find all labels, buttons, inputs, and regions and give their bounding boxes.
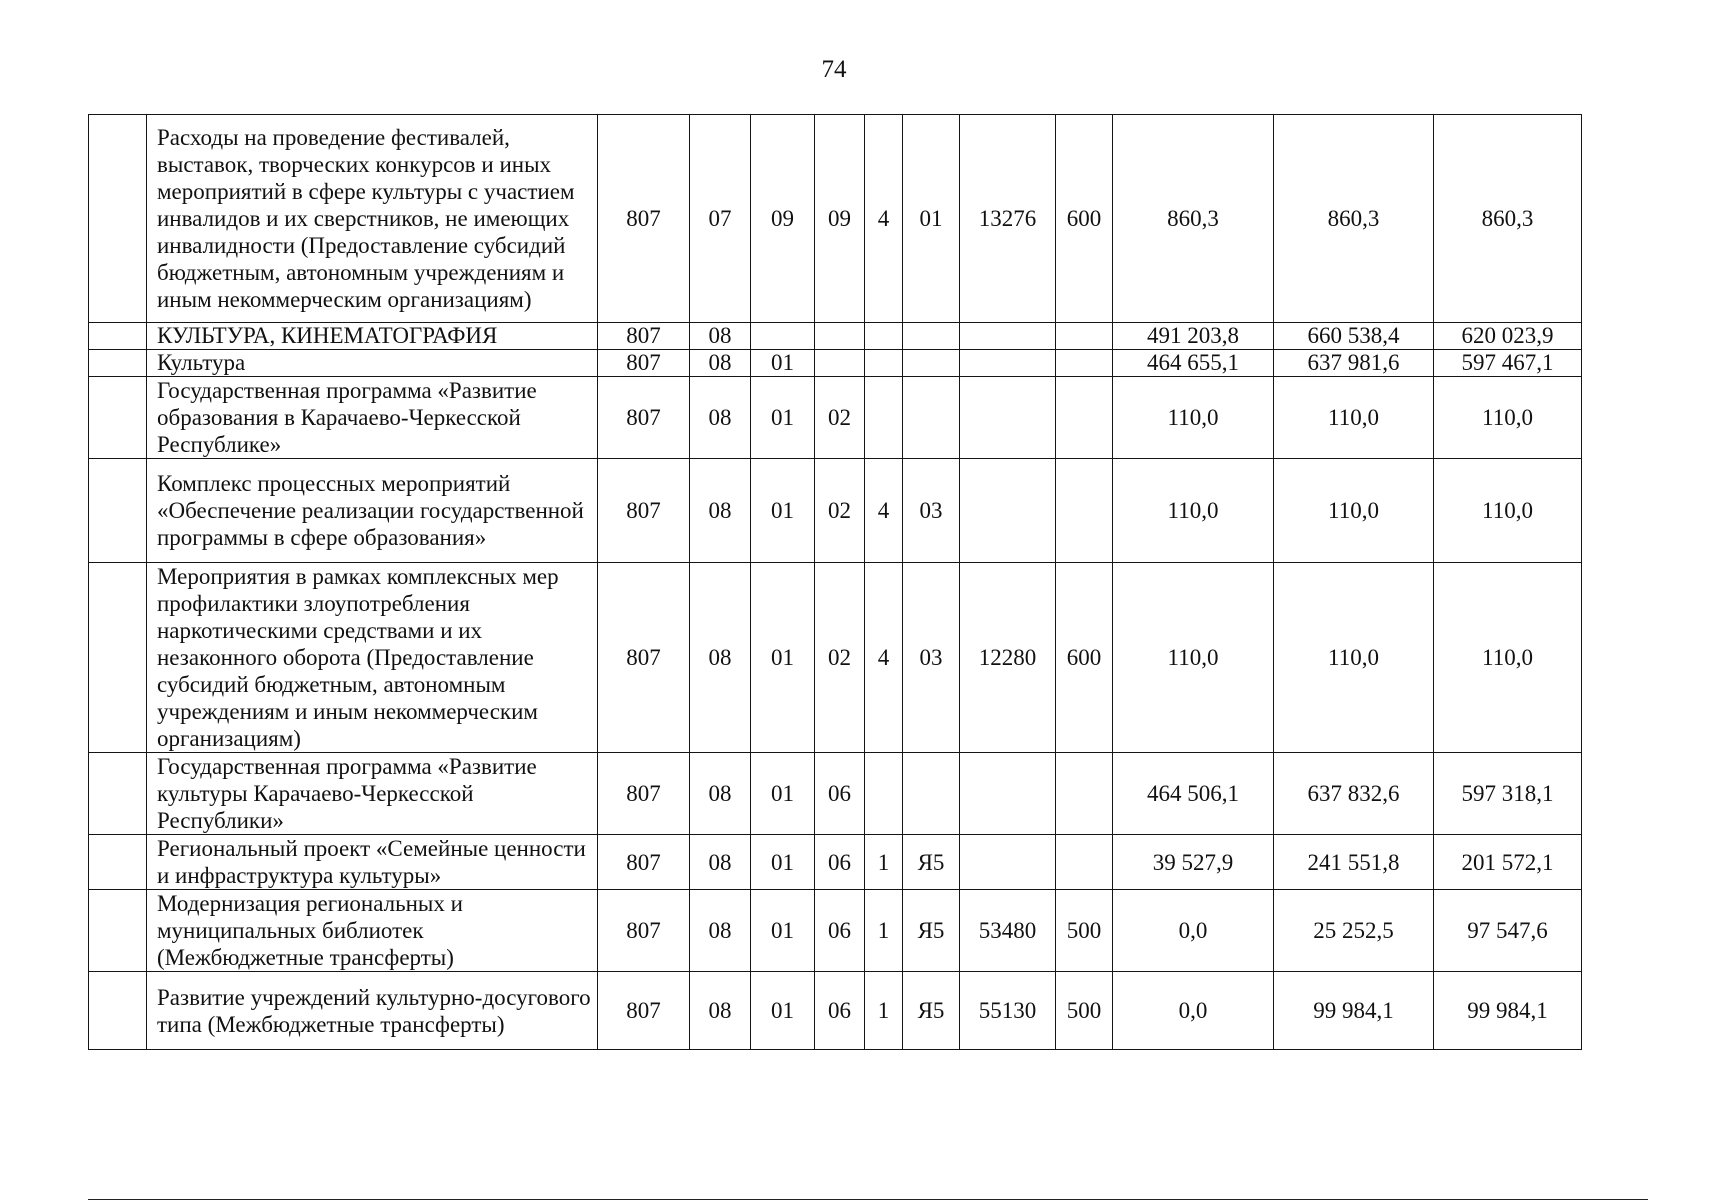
ministry-code-cell: 807 [598, 753, 690, 835]
table-row [89, 323, 1582, 350]
year1-amount-cell: 464 506,1 [1113, 753, 1274, 835]
year1-amount-cell: 110,0 [1113, 377, 1274, 459]
table-row [89, 563, 1582, 753]
year3-amount-cell: 110,0 [1434, 459, 1582, 563]
ministry-code-cell: 807 [598, 350, 690, 377]
expense-direction-cell: 53480 [960, 890, 1056, 972]
expense-direction-cell [960, 753, 1056, 835]
structure-element-cell [903, 753, 960, 835]
year2-amount-cell: 241 551,8 [1274, 835, 1434, 890]
subsection-code-cell: 01 [751, 972, 815, 1050]
structure-element-cell: 03 [903, 459, 960, 563]
year1-amount-cell: 0,0 [1113, 972, 1274, 1050]
table-row [89, 890, 1582, 972]
subsection-code-cell: 01 [751, 563, 815, 753]
subsection-code-cell: 01 [751, 350, 815, 377]
section-code-cell: 08 [690, 563, 751, 753]
year1-amount-cell: 491 203,8 [1113, 323, 1274, 350]
program-code-cell: 06 [815, 835, 865, 890]
subsection-code-cell [751, 323, 815, 350]
subsection-code-cell: 09 [751, 115, 815, 323]
subsection-code-cell: 01 [751, 377, 815, 459]
table-row [89, 753, 1582, 835]
year3-amount-cell: 597 318,1 [1434, 753, 1582, 835]
expense-type-cell: 500 [1056, 972, 1113, 1050]
ministry-code-cell: 807 [598, 377, 690, 459]
structure-type-cell: 1 [865, 972, 903, 1050]
year2-amount-cell: 637 832,6 [1274, 753, 1434, 835]
expense-direction-cell [960, 323, 1056, 350]
program-code-cell: 06 [815, 890, 865, 972]
structure-element-cell [903, 323, 960, 350]
year2-amount-cell: 110,0 [1274, 563, 1434, 753]
row-name-cell: КУЛЬТУРА, КИНЕМАТОГРАФИЯ [147, 323, 598, 350]
table-row [89, 835, 1582, 890]
structure-type-cell: 4 [865, 563, 903, 753]
ministry-code-cell: 807 [598, 835, 690, 890]
year1-amount-cell: 39 527,9 [1113, 835, 1274, 890]
structure-type-cell [865, 323, 903, 350]
expense-type-cell: 600 [1056, 563, 1113, 753]
structure-element-cell: Я5 [903, 972, 960, 1050]
section-code-cell: 08 [690, 350, 751, 377]
row-number-cell [89, 377, 147, 459]
row-name-cell: Развитие учреждений культурно-досугового типа (Межбюджетные трансферты) [147, 972, 598, 1050]
structure-element-cell [903, 350, 960, 377]
row-name-cell: Расходы на проведение фестивалей, выставок, творческих конкурсов и иных мероприятий в сфере культуры с участием инвалидов и их сверстников, не имеющих инвалидности (Предоставление субсидий бюджетным, автономным учреждениям и иным некоммерческим организациям) [147, 115, 598, 323]
expense-type-cell [1056, 377, 1113, 459]
row-number-cell [89, 972, 147, 1050]
section-code-cell: 08 [690, 377, 751, 459]
ministry-code-cell: 807 [598, 890, 690, 972]
row-name-cell: Мероприятия в рамках комплексных мер профилактики злоупотребления наркотическими средствами и их незаконного оборота (Предоставление субсидий бюджетным, автономным учреждениям и иным некоммерческим организациям) [147, 563, 598, 753]
ministry-code-cell: 807 [598, 115, 690, 323]
expense-direction-cell [960, 377, 1056, 459]
ministry-code-cell: 807 [598, 459, 690, 563]
subsection-code-cell: 01 [751, 835, 815, 890]
row-name-cell: Культура [147, 350, 598, 377]
year1-amount-cell: 0,0 [1113, 890, 1274, 972]
expense-type-cell [1056, 350, 1113, 377]
expense-type-cell [1056, 459, 1113, 563]
program-code-cell: 02 [815, 377, 865, 459]
expense-direction-cell: 55130 [960, 972, 1056, 1050]
structure-type-cell: 4 [865, 459, 903, 563]
expense-type-cell: 600 [1056, 115, 1113, 323]
program-code-cell: 06 [815, 972, 865, 1050]
structure-type-cell: 1 [865, 890, 903, 972]
expense-type-cell [1056, 323, 1113, 350]
year2-amount-cell: 637 981,6 [1274, 350, 1434, 377]
section-code-cell: 08 [690, 459, 751, 563]
expense-type-cell [1056, 753, 1113, 835]
year3-amount-cell: 860,3 [1434, 115, 1582, 323]
expense-direction-cell [960, 350, 1056, 377]
program-code-cell: 06 [815, 753, 865, 835]
section-code-cell: 08 [690, 890, 751, 972]
structure-type-cell [865, 753, 903, 835]
row-number-cell [89, 753, 147, 835]
row-name-cell: Государственная программа «Развитие культуры Карачаево-Черкесской Республики» [147, 753, 598, 835]
year3-amount-cell: 97 547,6 [1434, 890, 1582, 972]
row-name-cell: Региональный проект «Семейные ценности и инфраструктура культуры» [147, 835, 598, 890]
expense-direction-cell [960, 459, 1056, 563]
year3-amount-cell: 201 572,1 [1434, 835, 1582, 890]
row-number-cell [89, 459, 147, 563]
row-number-cell [89, 323, 147, 350]
program-code-cell [815, 350, 865, 377]
ministry-code-cell: 807 [598, 563, 690, 753]
subsection-code-cell: 01 [751, 890, 815, 972]
year3-amount-cell: 620 023,9 [1434, 323, 1582, 350]
row-number-cell [89, 563, 147, 753]
structure-type-cell: 4 [865, 115, 903, 323]
expense-type-cell: 500 [1056, 890, 1113, 972]
subsection-code-cell: 01 [751, 753, 815, 835]
table-row [89, 350, 1582, 377]
ministry-code-cell: 807 [598, 972, 690, 1050]
section-code-cell: 08 [690, 753, 751, 835]
program-code-cell: 09 [815, 115, 865, 323]
row-number-cell [89, 350, 147, 377]
program-code-cell [815, 323, 865, 350]
row-number-cell [89, 890, 147, 972]
expense-direction-cell [960, 835, 1056, 890]
expense-type-cell [1056, 835, 1113, 890]
row-number-cell [89, 115, 147, 323]
table-row [89, 972, 1582, 1050]
program-code-cell: 02 [815, 459, 865, 563]
year1-amount-cell: 110,0 [1113, 459, 1274, 563]
year2-amount-cell: 110,0 [1274, 377, 1434, 459]
page-number: 74 [821, 56, 847, 83]
structure-element-cell: Я5 [903, 890, 960, 972]
table-row [89, 377, 1582, 459]
year3-amount-cell: 110,0 [1434, 377, 1582, 459]
program-code-cell: 02 [815, 563, 865, 753]
table-body [89, 115, 1582, 1050]
year3-amount-cell: 99 984,1 [1434, 972, 1582, 1050]
section-code-cell: 08 [690, 972, 751, 1050]
structure-element-cell: 03 [903, 563, 960, 753]
section-code-cell: 07 [690, 115, 751, 323]
structure-type-cell [865, 377, 903, 459]
row-name-cell: Модернизация региональных и муниципальных библиотек (Межбюджетные трансферты) [147, 890, 598, 972]
row-name-cell: Комплекс процессных мероприятий «Обеспечение реализации государственной программы в сфере образования» [147, 459, 598, 563]
structure-element-cell: 01 [903, 115, 960, 323]
subsection-code-cell: 01 [751, 459, 815, 563]
budget-table [88, 114, 1582, 1050]
year1-amount-cell: 110,0 [1113, 563, 1274, 753]
year1-amount-cell: 464 655,1 [1113, 350, 1274, 377]
year3-amount-cell: 110,0 [1434, 563, 1582, 753]
structure-element-cell: Я5 [903, 835, 960, 890]
row-number-cell [89, 835, 147, 890]
structure-type-cell: 1 [865, 835, 903, 890]
section-code-cell: 08 [690, 323, 751, 350]
year3-amount-cell: 597 467,1 [1434, 350, 1582, 377]
table-row [89, 115, 1582, 323]
section-code-cell: 08 [690, 835, 751, 890]
expense-direction-cell: 12280 [960, 563, 1056, 753]
table-row [89, 459, 1582, 563]
expense-direction-cell: 13276 [960, 115, 1056, 323]
ministry-code-cell: 807 [598, 323, 690, 350]
year1-amount-cell: 860,3 [1113, 115, 1274, 323]
year2-amount-cell: 660 538,4 [1274, 323, 1434, 350]
structure-element-cell [903, 377, 960, 459]
row-name-cell: Государственная программа «Развитие образования в Карачаево-Черкесской Республике» [147, 377, 598, 459]
structure-type-cell [865, 350, 903, 377]
year2-amount-cell: 110,0 [1274, 459, 1434, 563]
year2-amount-cell: 99 984,1 [1274, 972, 1434, 1050]
year2-amount-cell: 860,3 [1274, 115, 1434, 323]
year2-amount-cell: 25 252,5 [1274, 890, 1434, 972]
